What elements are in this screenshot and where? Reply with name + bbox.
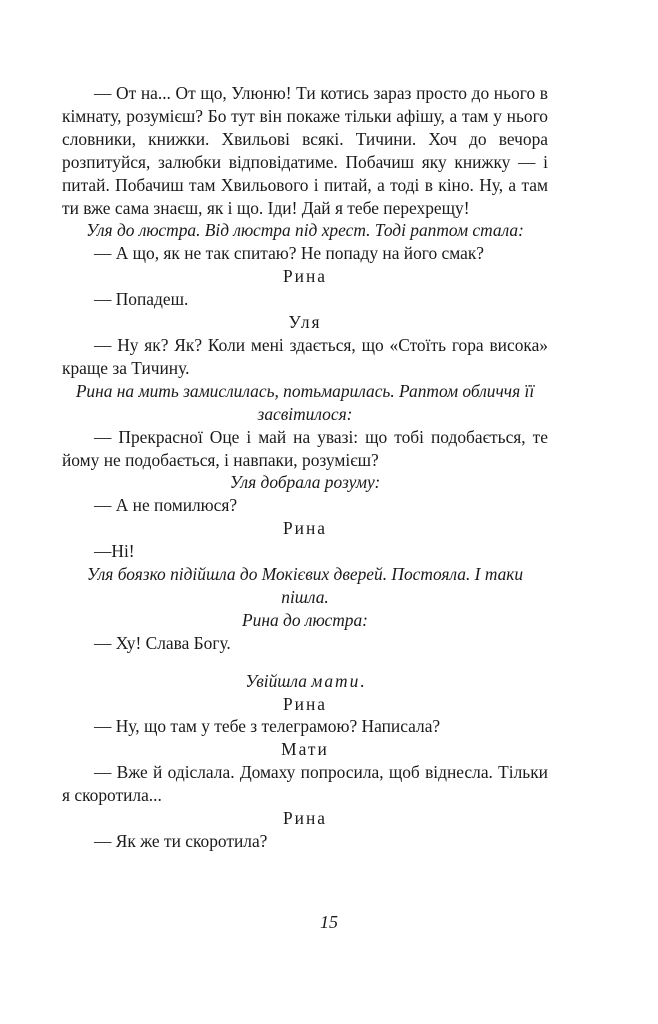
speaker-name: Уля	[288, 312, 322, 333]
dialogue-line: —Ні!	[94, 541, 135, 562]
stage-text-end: .	[360, 670, 365, 691]
dialogue-line: — Ну як? Як? Коли мені здається, що «Стоїть гора висока» краще за Тичину.	[62, 334, 548, 378]
dialogue-line: — Ху! Слава Богу.	[94, 632, 231, 653]
dialogue-line: — Попадеш.	[94, 289, 189, 310]
page-body	[62, 82, 548, 853]
speaker-name: Рина	[282, 808, 327, 829]
dialogue-line: — Як же ти скоротила?	[94, 831, 268, 851]
stage-direction: Уля боязко підійшла до Мокієвих дверей. Постояла. І таки пішла.	[86, 564, 524, 607]
speaker-name: Рина	[282, 693, 327, 714]
dialogue-line: — От на... От що, Улюню! Ти котись зараз просто до нього в кімнату, розумієш? Бо тут він покаже тільки афішу, а там у нього словники, книжки. Хвильові всякі. Тичини. Хоч до вечора розпитуйся, залюбки відповідатиме. Побачиш яку книжку — і питай. Побачиш там Хвильового і питай, а тоді в кіно. Ну, а там ти вже сама знаєш, як і що. Іди! Дай я тебе перехрещу!	[62, 83, 548, 218]
stage-direction: Рина на мить замислилась, потьмарилась. Раптом обличчя її засвітилося:	[75, 380, 535, 424]
dialogue-line: — Вже й одіслала. Домаху попросила, щоб віднесла. Тільки я скоротила...	[62, 762, 548, 806]
dialogue-line: — А не помилюся?	[94, 495, 238, 516]
stage-text-spaced: мати	[311, 670, 361, 691]
speaker-name: Рина	[282, 266, 327, 287]
dialogue-line: — Прекрасної Оце і май на увазі: що тобі подобається, те йому не подобається, і навпаки, розумієш?	[62, 426, 548, 470]
stage-direction: Уля добрала розуму:	[229, 472, 381, 493]
stage-direction: Уля до люстра. Від люстра під хрест. Тоді раптом стала:	[86, 220, 524, 241]
stage-direction	[62, 670, 548, 693]
dialogue-line: — Ну, що там у тебе з телеграмою? Написала?	[94, 716, 441, 737]
speaker-name: Рина	[282, 518, 327, 539]
speaker-name: Мати	[281, 739, 329, 760]
page-number: 15	[320, 912, 338, 932]
stage-text: Увійшла	[245, 670, 312, 691]
stage-direction: Рина до люстра:	[242, 609, 368, 630]
dialogue-line: — А що, як не так спитаю? Не попаду на його смак?	[94, 243, 484, 264]
